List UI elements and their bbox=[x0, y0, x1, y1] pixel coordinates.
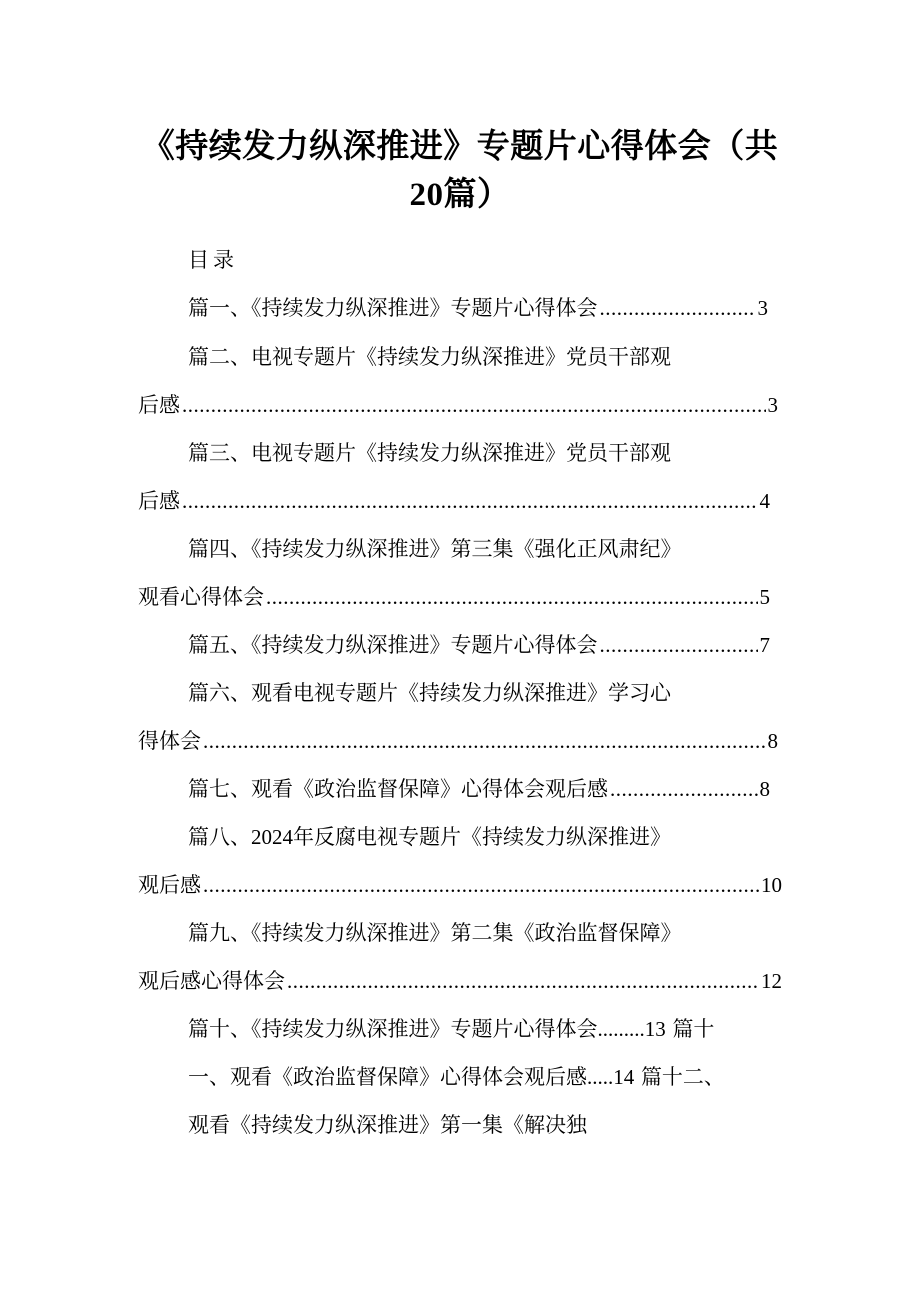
toc-leader-dots bbox=[182, 486, 758, 516]
toc-entry-8-title-cont: 观后感 bbox=[138, 873, 201, 897]
title-count: 20 bbox=[409, 177, 444, 213]
toc-entry-5-page: 7 bbox=[759, 633, 770, 657]
toc-entry-8-year: 2024 bbox=[251, 825, 293, 849]
toc-entry-12-start: 篇十二、 bbox=[640, 1065, 725, 1089]
toc-entry-2[interactable] bbox=[138, 390, 778, 420]
toc-entry-5-title: 篇五、《持续发力纵深推进》专题片心得体会 bbox=[188, 633, 598, 657]
toc-entry-6-page: 8 bbox=[767, 729, 778, 753]
toc-entry-4-title-cont: 观看心得体会 bbox=[138, 585, 264, 609]
toc-entry-11-page: 14 bbox=[613, 1065, 635, 1089]
title-line-1: 《持续发力纵深推进》专题片心得体会（共 bbox=[141, 126, 779, 165]
toc-entry-8-prefix: 篇八、 bbox=[188, 825, 251, 849]
toc-entry-2-title[interactable]: 篇二、电视专题片《持续发力纵深推进》党员干部观 bbox=[188, 345, 671, 369]
toc-entry-12[interactable] bbox=[188, 1110, 587, 1140]
toc-entry-11-start: 篇十 bbox=[672, 1017, 715, 1041]
toc-entry-3[interactable] bbox=[138, 486, 770, 516]
toc-entry-4-page: 5 bbox=[759, 585, 770, 609]
toc-entry-9-title-cont: 观后感心得体会 bbox=[138, 969, 285, 993]
toc-entry-11-title: 一、观看《政治监督保障》心得体会观后感 bbox=[188, 1065, 587, 1089]
document-title bbox=[130, 122, 790, 219]
toc-entry-1[interactable] bbox=[188, 293, 768, 323]
toc-entry-9-title[interactable]: 篇九、《持续发力纵深推进》第二集《政治监督保障》 bbox=[188, 921, 682, 945]
toc-entry-4-title[interactable]: 篇四、《持续发力纵深推进》第三集《强化正风肃纪》 bbox=[188, 537, 682, 561]
toc-entry-6-title-cont: 得体会 bbox=[138, 729, 201, 753]
toc-entry-3-title-cont: 后感 bbox=[138, 489, 180, 513]
toc-leader-dots: ..... bbox=[587, 1065, 614, 1089]
toc-leader-dots bbox=[600, 630, 758, 660]
toc-entry-8-page: 10 bbox=[761, 873, 782, 897]
toc-leader-dots: ......... bbox=[597, 1017, 645, 1041]
title-line-2 bbox=[130, 170, 790, 219]
toc-leader-dots bbox=[600, 293, 756, 323]
toc-entry-2-title-cont: 后感 bbox=[138, 393, 180, 417]
toc-leader-dots bbox=[266, 582, 758, 612]
toc-entry-2-page: 3 bbox=[767, 393, 778, 417]
toc-entry-3-title[interactable]: 篇三、电视专题片《持续发力纵深推进》党员干部观 bbox=[188, 441, 671, 465]
toc-entry-6[interactable] bbox=[138, 726, 778, 756]
toc-entry-1-page: 3 bbox=[757, 296, 768, 320]
toc-entry-3-page: 4 bbox=[759, 489, 770, 513]
toc-entry-7-page: 8 bbox=[759, 777, 770, 801]
toc-entry-4[interactable] bbox=[138, 582, 770, 612]
toc-heading: 目录 bbox=[188, 248, 238, 272]
toc-leader-dots bbox=[182, 390, 766, 420]
toc-entry-9-page: 12 bbox=[761, 969, 782, 993]
toc-entry-5[interactable] bbox=[188, 630, 770, 660]
toc-entry-10-title: 篇十、《持续发力纵深推进》专题片心得体会 bbox=[188, 1017, 598, 1041]
toc-entry-10[interactable] bbox=[188, 1014, 714, 1044]
toc-entry-6-title[interactable]: 篇六、观看电视专题片《持续发力纵深推进》学习心 bbox=[188, 681, 671, 705]
toc-entry-12-title: 观看《持续发力纵深推进》第一集《解决独 bbox=[188, 1113, 587, 1137]
toc-entry-10-page: 13 bbox=[644, 1017, 666, 1041]
toc-entry-11[interactable] bbox=[188, 1062, 725, 1092]
toc-leader-dots bbox=[287, 966, 759, 996]
toc-leader-dots bbox=[203, 870, 759, 900]
toc-entry-8[interactable] bbox=[138, 870, 782, 900]
title-suffix: 篇） bbox=[443, 174, 511, 213]
toc-leader-dots bbox=[610, 774, 758, 804]
toc-entry-7-title: 篇七、观看《政治监督保障》心得体会观后感 bbox=[188, 777, 608, 801]
toc-entry-9[interactable] bbox=[138, 966, 782, 996]
toc-leader-dots bbox=[203, 726, 766, 756]
toc-entry-1-title: 篇一、《持续发力纵深推进》专题片心得体会 bbox=[188, 296, 598, 320]
toc-entry-7[interactable] bbox=[188, 774, 770, 804]
toc-entry-8-suffix: 年反腐电视专题片《持续发力纵深推进》 bbox=[293, 825, 671, 849]
toc-entry-8-title[interactable] bbox=[188, 822, 671, 852]
